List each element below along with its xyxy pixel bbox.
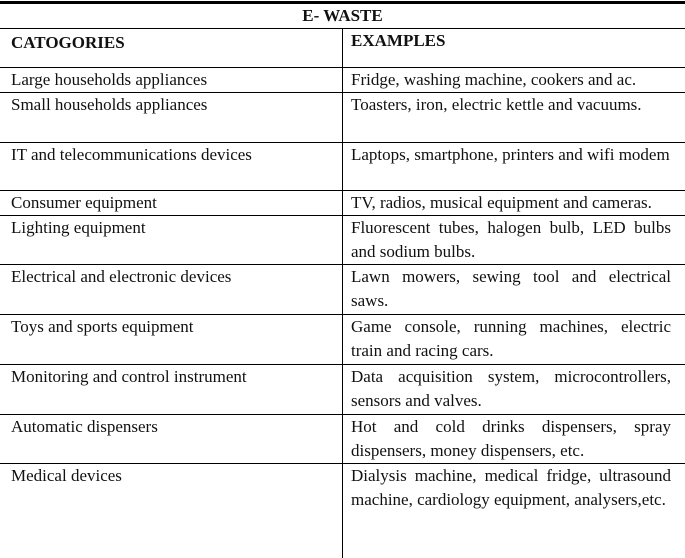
examples-cell: Toasters, iron, electric kettle and vacuums. (343, 93, 685, 143)
examples-cell: TV, radios, musical equipment and cameras. (343, 191, 685, 216)
examples-cell: Fridge, washing machine, cookers and ac. (343, 68, 685, 93)
category-cell: Electrical and electronic devices (0, 265, 343, 315)
examples-cell: Laptops, smartphone, printers and wifi modem (343, 143, 685, 191)
examples-cell: Lawn mowers, sewing tool and electrical saws. (343, 265, 685, 315)
category-cell: Consumer equipment (0, 191, 343, 216)
table-title: E- WASTE (0, 3, 685, 29)
examples-cell: Dialysis machine, medical fridge, ultrasound machine, cardiology equipment, analysers,etc. (343, 464, 685, 558)
category-cell: Medical devices (0, 464, 343, 558)
category-cell: IT and telecommunications devices (0, 143, 343, 191)
category-cell: Lighting equipment (0, 216, 343, 265)
category-cell: Large households appliances (0, 68, 343, 93)
header-categories: CATOGORIES (0, 29, 343, 68)
examples-cell: Hot and cold drinks dispensers, spray dispensers, money dispensers, etc. (343, 415, 685, 464)
category-cell: Small households appliances (0, 93, 343, 143)
examples-cell: Data acquisition system, microcontrollers, sensors and valves. (343, 365, 685, 415)
category-cell: Automatic dispensers (0, 415, 343, 464)
category-cell: Toys and sports equipment (0, 315, 343, 365)
header-examples: EXAMPLES (343, 29, 685, 68)
examples-cell: Game console, running machines, electric train and racing cars. (343, 315, 685, 365)
examples-cell: Fluorescent tubes, halogen bulb, LED bulbs and sodium bulbs. (343, 216, 685, 265)
category-cell: Monitoring and control instrument (0, 365, 343, 415)
e-waste-table (0, 1, 685, 558)
